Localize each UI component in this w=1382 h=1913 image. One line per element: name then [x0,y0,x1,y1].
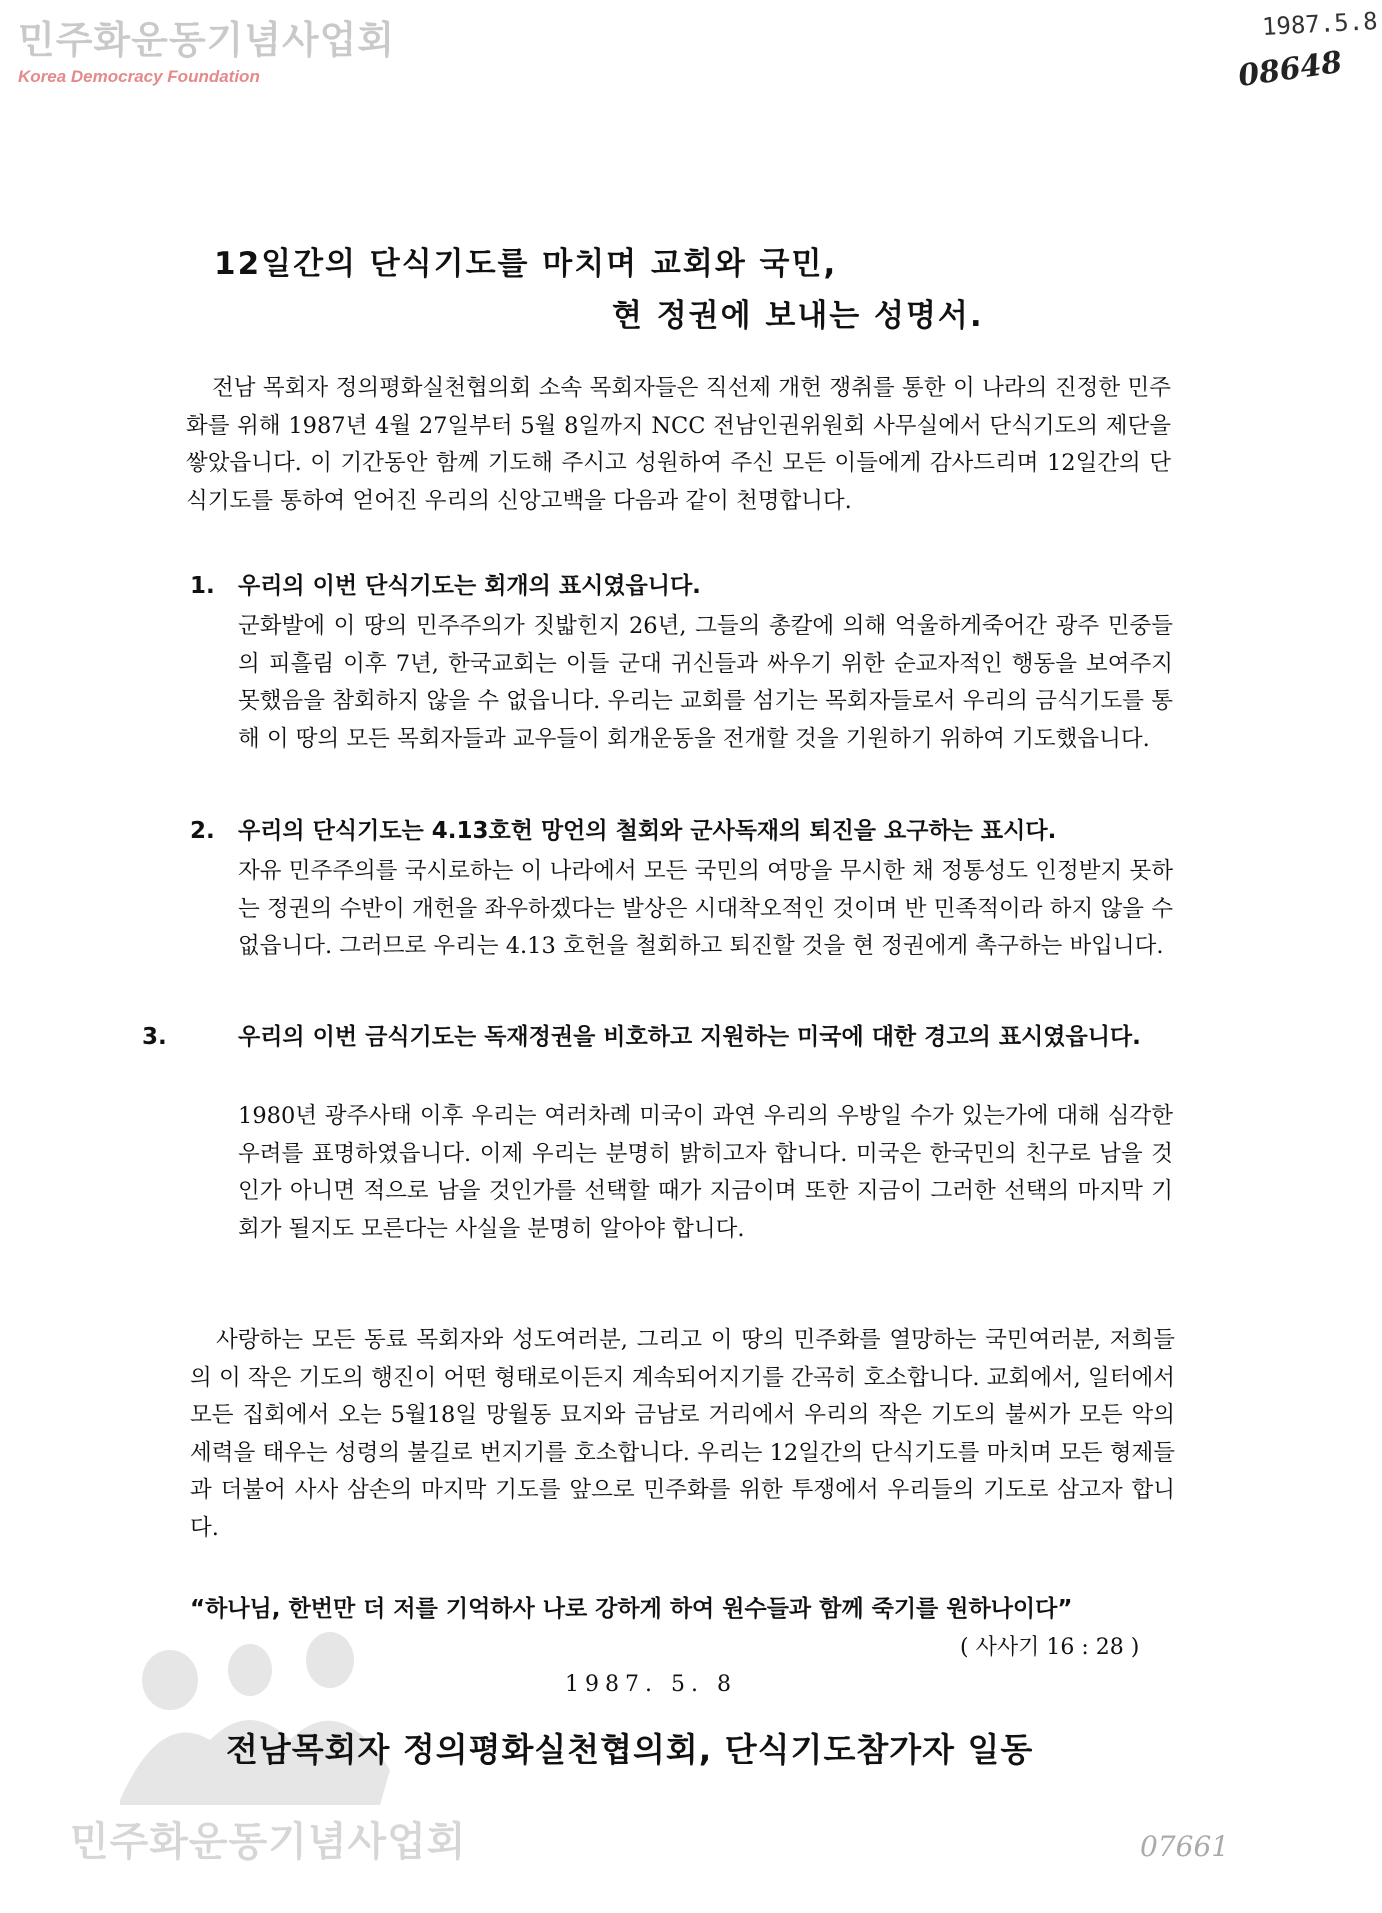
foundation-watermark [18,18,395,88]
item-2-heading [190,812,1175,850]
foundation-watermark-bottom: 민주화운동기념사업회 [70,1819,467,1865]
item-number: 1. [190,573,215,599]
scripture-citation: ( 사사기 16 : 28 ) [960,1635,1140,1660]
item-1-heading [190,567,1175,605]
item-heading-text: 우리의 이번 단식기도는 회개의 표시였읍니다. [238,573,701,599]
item-number: 2. [190,818,215,844]
statement-date: 1987. 5. 8 [565,1672,737,1697]
item-3-heading [142,1018,1173,1056]
closing-paragraph: 사랑하는 모든 동료 목회자와 성도여러분, 그리고 이 땅의 민주화를 열망하는 국민여러분, 저희들의 이 작은 기도의 행진이 어떤 형태로이든지 계속되어지기를 간곡히 호소합니다. 교회에서, 일터에서 모든 집회에서 오는 5월18일 망월동 묘지와 금남로 거리에서 우리의 작은 기도의 불씨가 모든 악의 세력을 태우는 성령의 불길로 번지기를 호소합니다. 우리는 12일간의 단식기도를 마치며 모든 형제들과 더불어 사사 삼손의 마지막 기도를 앞으로 민주화를 위한 투쟁에서 우리들의 기도로 삼고자 합니다. [190,1327,1175,1541]
scripture-quote: “하나님, 한번만 더 저를 기억하사 나로 강하게 하여 원수들과 함께 죽기를 원하나이다” [190,1596,1073,1622]
foundation-emblem-watermark [100,1620,400,1810]
handwritten-date: 1987.5.8 [1261,6,1379,42]
item-heading-text: 우리의 단식기도는 4.13호헌 망언의 철회와 군사독재의 퇴진을 요구하는 표시다. [238,818,1057,844]
item-3-body: 1980년 광주사태 이후 우리는 여러차례 미국이 과연 우리의 우방일 수가 있는가에 대해 심각한 우려를 표명하였읍니다. 이제 우리는 분명히 밝히고자 합니다. 미국은 한국민의 친구로 남을 것인가 아니면 적으로 남을 것인가를 선택할 때가 지금이며 또한 지금이 그러한 선택의 마지막 기회가 될지도 모른다는 사실을 분명히 알아야 합니다. [238,1103,1173,1242]
item-number: 3. [142,1024,167,1050]
item-2-body: 자유 민주주의를 국시로하는 이 나라에서 모든 국민의 여망을 무시한 채 정통성도 인정받지 못하는 정권의 수반이 개헌을 좌우하겠다는 발상은 시대착오적인 것이며 반 민족적이라 하지 않을 수 없읍니다. 그러므로 우리는 4.13 호헌을 철회하고 퇴진할 것을 현 정권에게 촉구하는 바입니다. [238,858,1173,960]
signatory: 전남목회자 정의평화실천협의회, 단식기도참가자 일동 [226,1730,1034,1769]
document-title-line-1: 12일간의 단식기도를 마치며 교회와 국민, [214,246,838,282]
item-heading-text: 우리의 이번 금식기도는 독재정권을 비호하고 지원하는 미국에 대한 경고의 표시였읍니다. [238,1024,1141,1050]
watermark-korean: 민주화운동기념사업회 [18,18,396,62]
watermark-english: Korea Democracy Foundation [18,67,260,86]
document-title-line-2: 현 정권에 보내는 성명서. [612,298,984,334]
handwritten-archive-number: 08648 [1236,44,1345,95]
intro-paragraph: 전남 목회자 정의평화실천협의회 소속 목회자들은 직선제 개헌 쟁취를 통한 이 나라의 진정한 민주화를 위해 1987년 4월 27일부터 5월 8일까지 NCC 전남인권위원회 사무실에서 단식기도의 제단을 쌓았읍니다. 이 기간동안 함께 기도해 주시고 성원하여 주신 모든 이들에게 감사드리며 12일간의 단식기도를 통하여 얻어진 우리의 신앙고백을 다음과 같이 천명합니다. [186,375,1171,514]
item-1-body: 군화발에 이 땅의 민주주의가 짓밟힌지 26년, 그들의 총칼에 의해 억울하게죽어간 광주 민중들의 피흘림 이후 7년, 한국교회는 이들 군대 귀신들과 싸우기 위한 순교자적인 행동을 보여주지 못했음을 참회하지 않을 수 없읍니다. 우리는 교회를 섬기는 목회자들로서 우리의 금식기도를 통해 이 땅의 모든 목회자들과 교우들이 회개운동을 전개할 것을 기원하기 위하여 기도했읍니다. [238,613,1173,752]
handwritten-note-bottom: 07661 [1140,1830,1230,1863]
